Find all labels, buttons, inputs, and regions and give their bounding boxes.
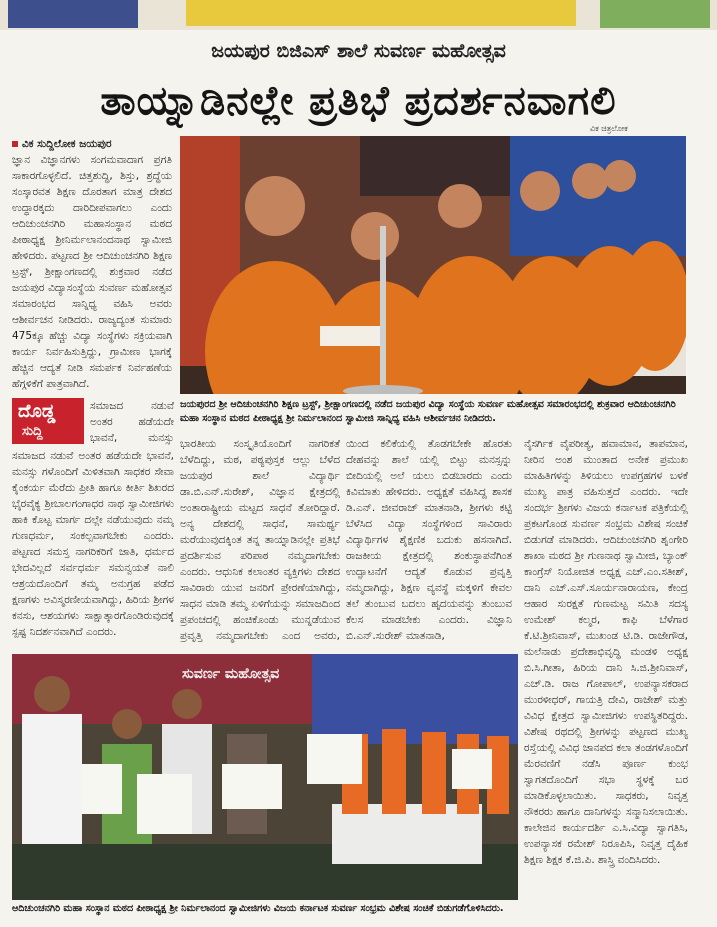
photo-swamiji-stage-art <box>180 136 686 394</box>
photo-banner-text: ಸುವರ್ಣ ಮಹೋತ್ಸವ <box>182 666 280 682</box>
photo-supplement-release-art <box>12 654 518 900</box>
column-1-beside-badge <box>90 398 174 446</box>
top-strip-green <box>600 0 710 28</box>
column-3-text: ಯಿಂದ ಕಲಿಕೆಯಲ್ಲಿ ತೊಡಗಬೇಕೇ ಹೊರತು ದೇಹವನ್ನು ಶಾಲೆ ಯಲ್ಲಿ ಬಿಟ್ಟು ಮನಸ್ಸನ್ನು ಬೀದಿಯಲ್ಲಿ ಅಲೆ ಯಲು ಬಿಡಬಾರದು ಎಂದು ಕಿವಿಮಾತು ಹೇಳಿದರು. ಅಧ್ಯಕ್ಷತೆ ವಹಿಸಿದ್ದ ಶಾಸಕ ಡಿ.ಎನ್. ಜೀವರಾಜ್ ಮಾತನಾಡಿ, ಶ್ರೀಗಳು ಕಟ್ಟಿ ಬೆಳೆಸಿದ ವಿದ್ಯಾ ಸಂಸ್ಥೆಗಳಿಂದ ಸಾವಿರಾರು ವಿದ್ಯಾರ್ಥಿಗಳ ಶೈಕ್ಷಣಿಕ ಬದುಕು ಹಸನಾಗಿದೆ. ರಾಜಕೀಯ ಕ್ಷೇತ್ರದಲ್ಲಿ ಶಂಕುಸ್ಥಾಪನೆಗಿಂತ ಉದ್ಘಾಟನೆಗೆ ಆದ್ಯತೆ ಕೊಡುವ ಪ್ರವೃತ್ತಿ ನಮ್ಮದಾಗಿದ್ದು, ಶಿಕ್ಷಣ ವ್ಯವಸ್ಥೆ ಮಕ್ಕಳಿಗೆ ಕೇವಲ ತಲೆ ತುಂಬುವ ಬದಲು ಹೃದಯವನ್ನು ತುಂಬುವ ಕೆಲಸ ಮಾಡಬೇಕು ಎಂದರು. ವಿಜ್ಞಾನಿ ಬಿ.ಎನ್.ಸುರೇಶ್ ಮಾತನಾಡಿ, <box>346 438 512 642</box>
photo-credit: ವಿಕ ಚಿತ್ರಲೋಕ <box>590 124 628 133</box>
dodda-suddi-badge <box>12 398 84 444</box>
photo-1-caption: ಜಯಪುರದ ಶ್ರೀ ಆದಿಚುಂಚನಗಿರಿ ಶಿಕ್ಷಣ ಟ್ರಸ್ಟ್, ಶ್ರೀಕ್ಷಾಂಗಣದಲ್ಲಿ ನಡೆದ ಜಯಪುರ ವಿದ್ಯಾ ಸಂಸ್ಥೆಯ ಸುವರ್ಣ ಮಹೋತ್ಸವ ಸಮಾರಂಭದಲ್ಲಿ ಶುಕ್ರವಾರ ಆದಿಚುಂಚನಗಿರಿ ಮಹಾ ಸಂಸ್ಥಾನ ಮಠದ ಪೀಠಾಧ್ಯಕ್ಷ ಶ್ರೀ ನಿರ್ಮಲಾನಂದ ಸ್ವಾಮೀಜಿ ಸಾನ್ನಿಧ್ಯ ವಹಿಸಿ ಆಶೀರ್ವಚನ ನೀಡಿದರು. <box>180 399 676 424</box>
column-1-text-beside-badge: ಸಮಾಜದ ನಡುವೆ ಅಂತರ ಹಡೆಯದೇ ಭಾವನೆ, ಮನಸ್ಸು <box>90 400 174 444</box>
article-column-1-top <box>12 136 172 398</box>
article-column-3 <box>346 436 512 646</box>
byline: ವಿಕ ಸುದ್ದಿಲೋಕ ಜಯಪುರ <box>12 136 172 152</box>
column-2-text: ಭಾರತೀಯ ಸಂಸ್ಕೃತಿಯೊಂದಿಗೆ ನಾಗರಿಕತೆ ಬೆಳೆದಿದ್ದು, ಮಠ, ಪಠ್ಯಪುಸ್ತಕ ಆಲ್ಲು ಬೆಳೆದ ಜಯಪುರ ಶಾಲೆ ವಿದ್ಯಾರ್ಥಿ ಡಾ.ಬಿ.ಎನ್.ಸುರೇಶ್, ವಿಜ್ಞಾನ ಕ್ಷೇತ್ರದಲ್ಲಿ ಅಂತಾರಾಷ್ಟ್ರೀಯ ಮಟ್ಟದ ಸಾಧನೆ ತೋರಿದ್ದಾರೆ. ಅನ್ಯ ದೇಶದಲ್ಲಿ ಸಾಧನೆ, ಸಾಮರ್ಥ್ಯ ಮರೆಯುವುದಕ್ಕಿಂತ ತನ್ನ ತಾಯ್ನಾಡಿನಲ್ಲೇ ಪ್ರತಿಭೆ ಪ್ರದರ್ಶಿಸುವ ಪರಿಪಾಠ ನಮ್ಮದಾಗಬೇಕು ಎಂದರು. ಆಧುನಿಕ ಕಲಾಂತರ ವ್ಯಕ್ತಿಗಳು ದೇಶದ ಸಾವಿರಾರು ಯುವ ಜನರಿಗೆ ಪ್ರೇರಣೆಯಾಗಿದ್ದು, ಸಾಧನ ಮಾಡಿ ತಮ್ಮ ಏಳಿಗೆಯನ್ನು ಸಮಾಜದಿಂದ ಪ್ರಪಂಚದಲ್ಲಿ ಹಂಚಿಕೊಂಡು ಮುನ್ನಡೆಯುವ ಪ್ರವೃತ್ತಿ ನಮ್ಮದಾಗಬೇಕು ಎಂದ ಅವರು, <box>180 438 340 642</box>
byline-bullet-icon <box>12 141 18 147</box>
photo-swamiji-stage <box>180 136 686 394</box>
top-strip-yellow <box>186 0 576 26</box>
column-1-text-bottom: ಸಮಾಜದ ನಡುವೆ ಅಂತರ ಹಡೆಯದೇ ಭಾವನೆ, ಮನಸ್ಸು ಗಳೊಂದಿಗೆ ಮಿಳಿತವಾಗಿ ಸಾಧಕರ ಸೇವಾ ಕೈಂಕರ್ಯ ಮೆರೆದು ಪ್ರೀತಿ ಹಾಗೂ ಕೀರ್ತಿ ಶಿಖರದ ಭೈರವೈಕ್ಯ ಶ್ರೀಬಾಲಗಂಗಾಧರ ನಾಥ ಸ್ವಾಮೀಜಿಗಳು ಹಾಕಿ ಕೊಟ್ಟ ಮಾರ್ಗ ದಲ್ಲೇ ನಡೆಯುವುದು ನಮ್ಮ ಗುಣಧರ್ಮ, ಸಂಕಲ್ಪವಾಗಬೇಕು ಎಂದರು. ಪಟ್ಟಣದ ಸಮಸ್ತ ನಾಗರಿಕರಿಗೆ ಜಾತಿ, ಧರ್ಮದ ಭೇದವಿಲ್ಲದೆ ಸರ್ವಧರ್ಮ ಸಮನ್ವಯತೆ ನಾಲಿ ಆಶ್ರಯದೊಂದಿಗೆ ತಮ್ಮ ಅನುಗ್ರಹ ಪಡೆದ ಕ್ಷಣಗಳು ಅವಿಸ್ಮರಣೀಯವಾಗಿದ್ದು, ಹಿರಿಯ ಶ್ರೀಗಳ ಕನಸು, ಆಶಯಗಳು ಸಾಕ್ಷಾತ್ಕಾರಗೊಂಡಿರುವುದಕ್ಕೆ ಸ್ಪಷ್ಟ ನಿದರ್ಶನವಾಗಿದೆ ಎಂದರು. <box>12 450 174 638</box>
photo-2-caption: ಆದಿಚುಂಚನಗಿರಿ ಮಹಾ ಸಂಸ್ಥಾನ ಮಠದ ಪೀಠಾಧ್ಯಕ್ಷ ಶ್ರೀ ನಿರ್ಮಲಾನಂದ ಸ್ವಾಮೀಜಿಗಳು ವಿಜಯ ಕರ್ನಾಟಕ ಸುವರ್ಣ ಸಂಭ್ರಮ ವಿಶೇಷ ಸಂಚಿಕೆ ಬಿಡುಗಡೆಗೊಳಿಸಿದರು. <box>12 903 504 914</box>
article-column-4 <box>524 436 688 900</box>
article-column-1-bottom <box>12 448 174 644</box>
column-1-text-top: ಜ್ಞಾನ ವಿಜ್ಞಾನಗಳು ಸಂಗಮವಾದಾಗ ಪ್ರಗತಿ ಸಾಕಾರಗೊಳ್ಳಲಿದೆ. ಚಿತ್ತಶುದ್ಧಿ, ಶಿಸ್ತು, ಶ್ರದ್ಧೆಯ ಸಂಸ್ಕಾರವತ ಶಿಕ್ಷಣ ದೊರತಾಗ ಮಾತ್ರ ದೇಶದ ಉದ್ಧಾರಕ್ಕದು ದಾರಿದೀಪವಾಗಲು ಎಂದು ಆದಿಚುಂಚನಗಿರಿ ಮಹಾಸಂಸ್ಥಾನ ಮಠದ ಪೀಠಾಧ್ಯಕ್ಷ ಶ್ರೀನಿರ್ಮಲಾನಂದನಾಥ ಸ್ವಾಮೀಜಿ ಹೇಳಿದರು. ಪಟ್ಟಣದ ಶ್ರೀ ಆದಿಚುಂಚನಗಿರಿ ಶಿಕ್ಷಣ ಟ್ರಸ್ಟ್, ಶ್ರೀಕ್ಷಾಂಗಣದಲ್ಲಿ ಶುಕ್ರವಾರ ನಡೆದ ಜಯಪುರ ವಿದ್ಯಾಸಂಸ್ಥೆಯ ಸುವರ್ಣ ಮಹೋತ್ಸವ ಸಮಾರಂಭದ ಸಾನ್ನಿಧ್ಯ ವಹಿಸಿ ಅವರು ಆಶೀರ್ವಚನ ನೀಡಿದರು. ರಾಜ್ಯದ್ಯಂತ ಸುಮಾರು 475ಕ್ಕೂ ಹೆಚ್ಚು ವಿದ್ಯಾ ಸಂಸ್ಥೆಗಳು ಸಕ್ರಿಯವಾಗಿ ಕಾರ್ಯ ನಿರ್ವಹಿಸುತ್ತಿದ್ದು, ಗ್ರಾಮೀಣ ಭಾಗಕ್ಕೆ ಹೆಚ್ಚಿನ ಆದ್ಯತೆ ನೀಡಿ ಸಮರ್ಪಕ ನಿರ್ವಹಣೆಯ ಹೆಗ್ಗಳಿಕೆಗೆ ಪಾತ್ರವಾಗಿದೆ. <box>12 154 172 390</box>
main-headline: ತಾಯ್ನಾಡಿನಲ್ಲೇ ಪ್ರತಿಭೆ ಪ್ರದರ್ಶನವಾಗಲಿ <box>100 78 617 124</box>
column-4-text: ನೈಸರ್ಗಿಕ ವೈಪರೀತ್ಯ, ಹವಾಮಾನ, ತಾಪಮಾನ, ನೀರಿನ ಅಂಶ ಮುಂತಾದ ಅನೇಕ ಪ್ರಮುಖ ಮಾಹಿತಿಗಳನ್ನು ತಿಳಿಯಲು ಉಪಗ್ರಹಗಳ ಬಳಕೆ ಮುಖ್ಯ ಪಾತ್ರ ವಹಿಸುತ್ತದೆ ಎಂದರು. ಇದೇ ಸಂದರ್ಭ ಶ್ರೀಗಳು ವಿಜಯ ಕರ್ನಾಟಕ ಪತ್ರಿಕೆಯಲ್ಲಿ ಪ್ರಕಟಗೊಂಡ ಸುವರ್ಣ ಸಂಭ್ರಮ ವಿಶೇಷ ಸಂಚಿಕೆ ಬಿಡುಗಡೆ ಮಾಡಿದರು. ಆದಿಚುಂಚನಗಿರಿ ಶೃಂಗೇರಿ ಶಾಖಾ ಮಠದ ಶ್ರೀ ಗುಣನಾಥ ಸ್ವಾಮೀಜಿ, ಬ್ಯಾಂಕ್ ಕಾಂಗ್ರೆಸ್ ನಿಯೋಜಿತ ಅಧ್ಯಕ್ಷ ಎಚ್.ಎಂ.ಸತೀಶ್, ದಾನಿ ಎಚ್.ಎಸ್.ಸೂರ್ಯನಾರಾಯಣ, ಕೇಂದ್ರ ಆಹಾರ ಸುರಕ್ಷತೆ ಗುಣಮಟ್ಟ ಸಮಿತಿ ಸದಸ್ಯ ಉಮೇಶ್ ಕಲ್ಮರ, ಕಾಫಿ ಬೆಳೆಗಾರ ಕೆ.ಟಿ.ಶ್ರೀನಿವಾಸ್, ಮುಖಂಡ ಟಿ.ಡಿ. ರಾಜೇಗೌಡ, ಮಲೆನಾಡು ಪ್ರದೇಶಾಭಿವೃದ್ಧಿ ಮಂಡಳಿ ಅಧ್ಯಕ್ಷ ಬಿ.ಸಿ.ಗೀತಾ, ಹಿರಿಯ ದಾನಿ ಸಿ.ಜಿ.ಶ್ರೀನಿವಾಸ್, ಎಚ್.ಡಿ. ರಾಜ ಗೋಪಾಲ್, ಉಪನ್ಯಾಸಕರಾದ ಮುರಳೀಧರ್, ಗಾಯತ್ರಿ ದೇವಿ, ರಾಜೇಶ್ ಮತ್ತು ವಿವಿಧ ಕ್ಷೇತ್ರದ ಸ್ವಾಮೀಜಿಗಳು ಉಪಸ್ಥಿತರಿದ್ದರು. ವಿಶೇಷ ರಥದಲ್ಲಿ ಶ್ರೀಗಳನ್ನು ಪಟ್ಟಣದ ಮುಖ್ಯ ರಸ್ತೆಯಲ್ಲಿ ವಿವಿಧ ಜಾನಪದ ಕಲಾ ತಂಡಗಳೊಂದಿಗೆ ಮೆರವಣಿಗೆ ನಡೆಸಿ ಪೂರ್ಣ ಕುಂಭ ಸ್ವಾಗತದೊಂದಿಗೆ ಸಭಾ ಸ್ಥಳಕ್ಕೆ ಬರ ಮಾಡಿಕೊಳ್ಳಲಾಯಿತು. ಸಾಧಕರು, ನಿವೃತ್ತ ನೌಕರರು ಹಾಗೂ ದಾನಿಗಳನ್ನು ಸನ್ಮಾನಿಸಲಾಯಿತು. ಕಾಲೇಜಿನ ಕಾರ್ಯದರ್ಶಿ ಎ.ಸಿ.ವಿದ್ಯಾ ಸ್ವಾಗತಿಸಿ, ಉಪನ್ಯಾಸಕ ರಮೇಶ್ ನಿರೂಪಿಸಿ, ನಿವೃತ್ತ ದೈಹಿಕ ಶಿಕ್ಷಣ ಶಿಕ್ಷಕ ಕೆ.ಜಿ.ಪಿ. ಶಾಸ್ತ್ರಿ ವಂದಿಸಿದರು. <box>524 438 688 866</box>
badge-line-2: ಸುದ್ದಿ <box>22 424 43 439</box>
photo-supplement-release <box>12 654 518 900</box>
top-strip-blue <box>8 0 138 28</box>
badge-line-1: ದೊಡ್ಡ <box>18 401 56 422</box>
sub-headline: ಜಯಪುರ ಬಿಜಿಎಸ್ ಶಾಲೆ ಸುವರ್ಣ ಮಹೋತ್ಸವ <box>211 40 506 62</box>
article-column-2 <box>180 436 340 646</box>
